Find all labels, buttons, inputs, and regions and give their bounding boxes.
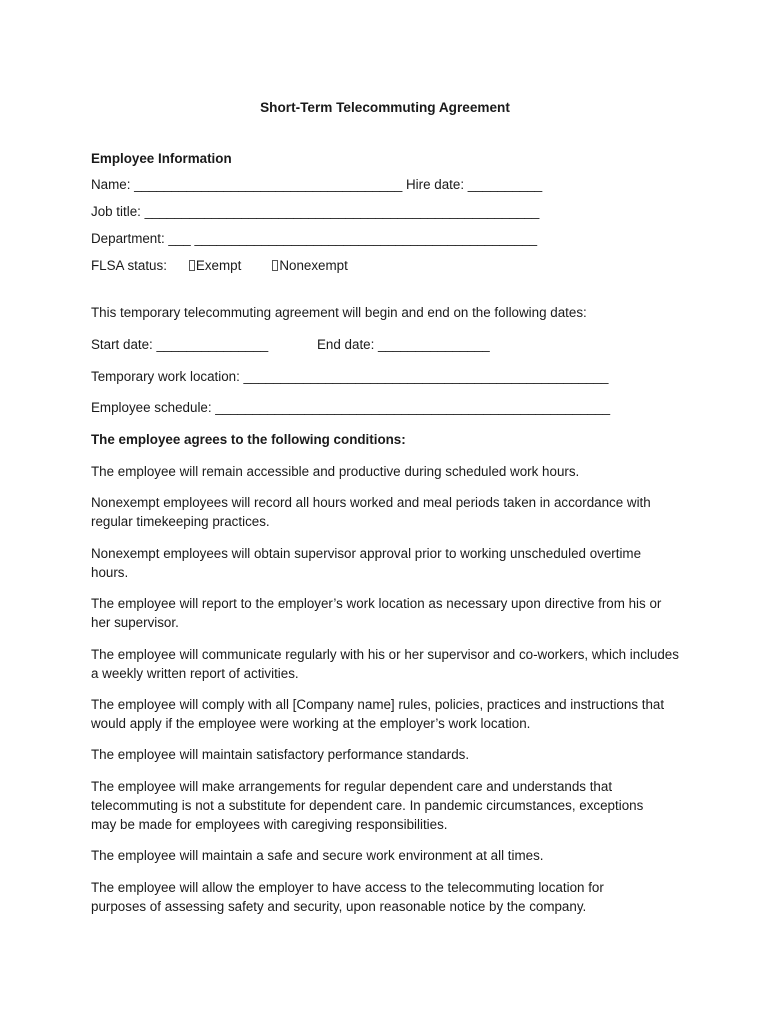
condition-item: Nonexempt employees will record all hours worked and meal periods taken in accordance with regular timekeeping practices. xyxy=(91,495,651,529)
exempt-checkbox-icon[interactable] xyxy=(189,260,195,271)
flsa-label: FLSA status: xyxy=(91,258,167,273)
end-date-line: End date: _______________ xyxy=(317,337,490,352)
condition-item: The employee will remain accessible and productive during scheduled work hours. xyxy=(91,464,580,479)
flsa-status-line xyxy=(91,256,348,275)
flsa-exempt-label: Exempt xyxy=(195,258,242,273)
start-date-line: Start date: _______________ xyxy=(91,337,269,352)
condition-item: The employee will maintain a safe and secure work environment at all times. xyxy=(91,848,544,863)
document-title: Short-Term Telecommuting Agreement xyxy=(260,100,510,115)
flsa-nonexempt-label: Nonexempt xyxy=(279,258,348,273)
name-hire-date-line: Name: ____________________________________ Hire date: __________ xyxy=(91,177,543,192)
conditions-heading: The employee agrees to the following conditions: xyxy=(91,432,406,447)
nonexempt-checkbox-icon[interactable] xyxy=(272,260,278,271)
condition-item: Nonexempt employees will obtain supervisor approval prior to working unscheduled overtime hours. xyxy=(91,546,642,580)
schedule-line: Employee schedule: _____________________________________________________ xyxy=(91,400,611,415)
condition-item: The employee will make arrangements for regular dependent care and understands that telecommuting is not a substitute for dependent care. In pandemic circumstances, exceptions may be made for employees with caregiving responsibilities. xyxy=(91,779,644,832)
condition-item: The employee will report to the employer’s work location as necessary upon directive from his or her supervisor. xyxy=(91,596,662,630)
work-location-line: Temporary work location: _________________________________________________ xyxy=(91,369,609,384)
employee-info-heading: Employee Information xyxy=(91,151,232,166)
condition-item: The employee will allow the employer to have access to the telecommuting location for purposes of assessing safety and security, upon reasonable notice by the company. xyxy=(91,880,604,914)
condition-item: The employee will maintain satisfactory performance standards. xyxy=(91,747,470,762)
condition-item: The employee will comply with all [Company name] rules, policies, practices and instructions that would apply if the employee were working at the employer’s work location. xyxy=(91,697,665,731)
condition-item: The employee will communicate regularly with his or her supervisor and co-workers, which includes a weekly written report of activities. xyxy=(91,647,679,681)
dates-intro: This temporary telecommuting agreement will begin and end on the following dates: xyxy=(91,305,587,320)
job-title-line: Job title: _____________________________________________________ xyxy=(91,204,540,219)
department-line: Department: ___ ______________________________________________ xyxy=(91,231,538,246)
